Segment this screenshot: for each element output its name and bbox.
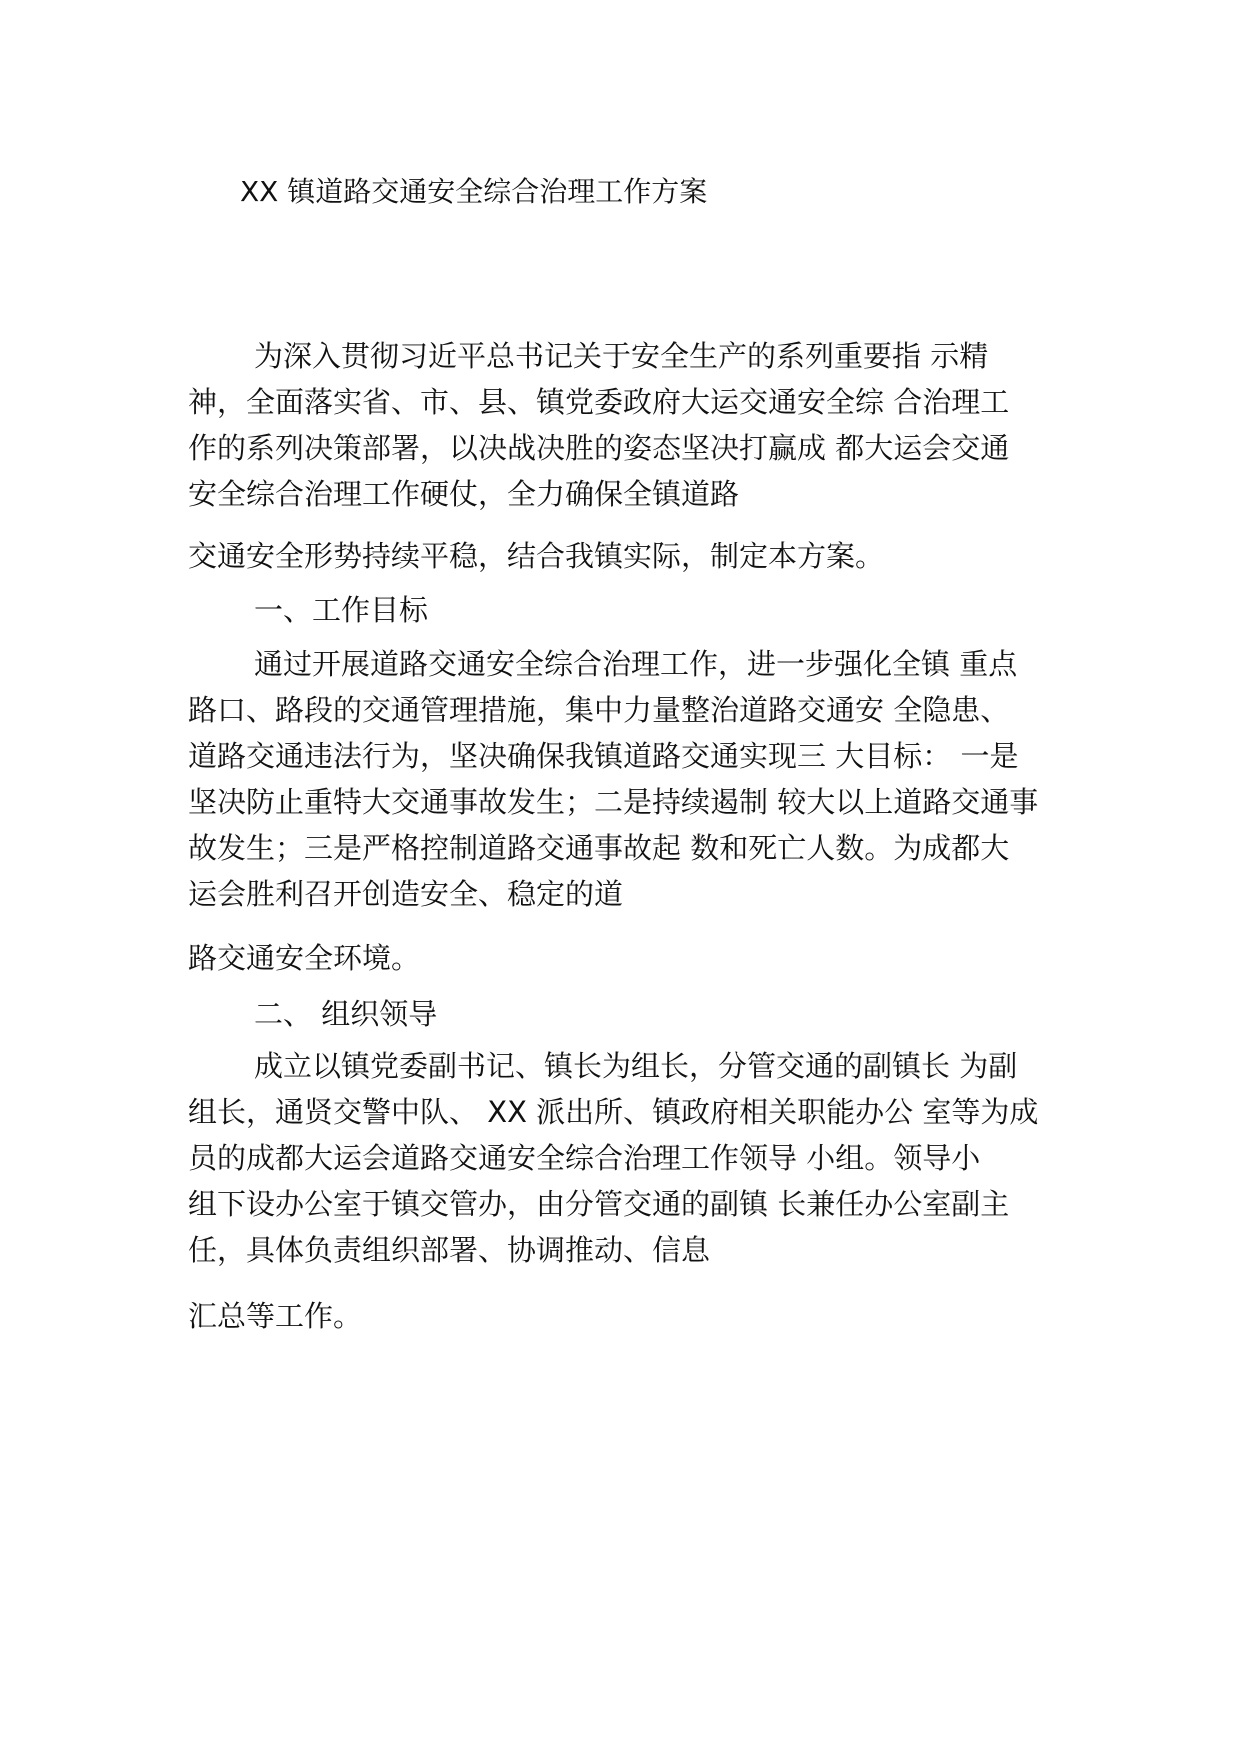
paragraph-line: 道路交通违法行为，坚决确保我镇道路交通实现三 大目标： 一是 (188, 739, 1019, 773)
paragraph-line: 成立以镇党委副书记、镇长为组长，分管交通的副镇长 为副 (254, 1049, 1018, 1083)
paragraph-line: 安全综合治理工作硬仗，全力确保全镇道路 (188, 477, 740, 511)
paragraph-line: 为深入贯彻习近平总书记关于安全生产的系列重要指 示精 (254, 339, 989, 373)
paragraph-line: 运会胜利召开创造安全、稳定的道 (188, 877, 624, 911)
paragraph-line: 汇总等工作。 (188, 1299, 363, 1333)
paragraph-line: 任，具体负责组织部署、协调推动、信息 (188, 1233, 711, 1267)
paragraph-line: 交通安全形势持续平稳，结合我镇实际，制定本方案。 (188, 539, 885, 573)
document-title: XX 镇道路交通安全综合治理工作方案 (240, 175, 708, 208)
paragraph-line: 组长，通贤交警中队、 XX 派出所、镇政府相关职能办公 室等为成 (188, 1095, 1039, 1129)
section-heading: 一、工作目标 (254, 593, 429, 627)
paragraph-line: 路口、路段的交通管理措施，集中力量整治道路交通安 全隐患、 (188, 693, 1010, 727)
paragraph-line: 路交通安全环境。 (188, 941, 421, 975)
paragraph-line: 神，全面落实省、市、县、镇党委政府大运交通安全综 合治理工 (188, 385, 1010, 419)
paragraph-line: 通过开展道路交通安全综合治理工作，进一步强化全镇 重点 (254, 647, 1018, 681)
paragraph-line: 故发生；三是严格控制道路交通事故起 数和死亡人数。为成都大 (188, 831, 1010, 865)
paragraph-line: 坚决防止重特大交通事故发生；二是持续遏制 较大以上道路交通事 (188, 785, 1039, 819)
paragraph-line: 作的系列决策部署，以决战决胜的姿态坚决打赢成 都大运会交通 (188, 431, 1010, 465)
paragraph-line: 员的成都大运会道路交通安全综合治理工作领导 小组。领导小 (188, 1141, 981, 1175)
paragraph-line: 组下设办公室于镇交管办，由分管交通的副镇 长兼任办公室副主 (188, 1187, 1010, 1221)
section-heading: 二、 组织领导 (254, 997, 438, 1031)
